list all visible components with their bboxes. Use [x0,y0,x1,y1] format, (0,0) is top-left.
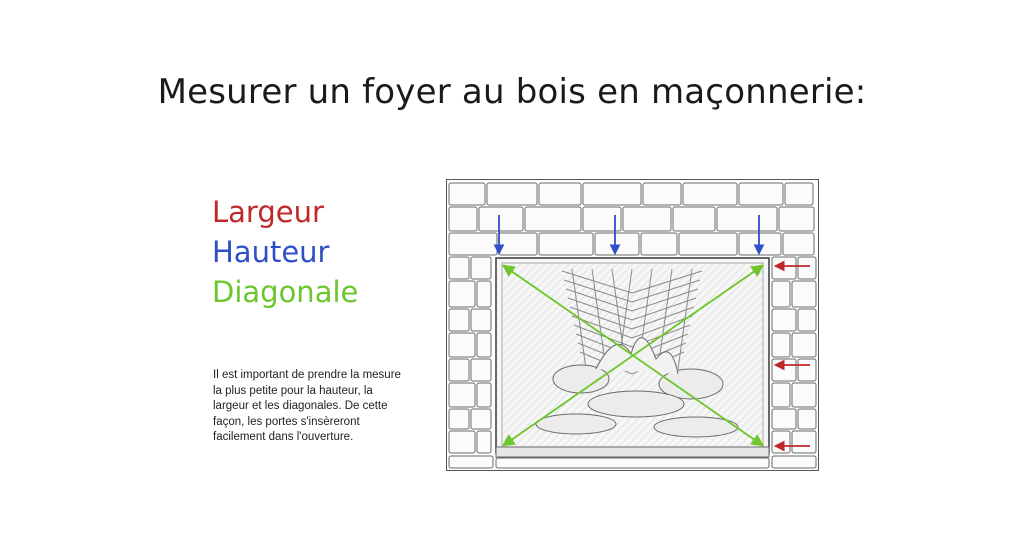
stone-block [499,233,537,255]
stone-block [792,281,816,307]
stone-block [798,257,816,279]
stone-block [449,409,469,429]
stone-block [739,183,783,205]
stone-block [471,309,491,331]
legend-diagonale: Diagonale [212,275,359,309]
stone-block [583,183,641,205]
stone-block [772,281,790,307]
stone-block [449,233,497,255]
stone-block [679,233,737,255]
stone-block [792,383,816,407]
stone-block [449,359,469,381]
stone-block [623,207,671,231]
stone-block [772,257,796,279]
measurement-note: Il est important de prendre la mesure la plus petite pour la hauteur, la largeur et les diagonales. De cette façon, les portes s'insèreront facilement dans l'ouverture. [213,369,401,443]
stone-block [785,183,813,205]
stone-block [792,431,816,453]
fireplace-sketch [446,179,819,471]
stone-block [471,359,491,381]
stone-block [449,383,475,407]
legend-hauteur: Hauteur [212,235,330,269]
stone-block [449,183,485,205]
stone-block [772,359,796,381]
legend-largeur: Largeur [212,195,324,229]
stone-block [772,383,790,407]
stone-block [717,207,777,231]
page-title: Mesurer un foyer au bois en maçonnerie: [157,72,867,112]
stone-block [683,183,737,205]
stone-block [595,233,639,255]
stone-block [779,207,814,231]
legend [212,192,358,312]
stone-block [792,333,816,357]
stone-block [487,183,537,205]
stone-block [772,333,790,357]
stone-block [496,458,769,468]
stone-block [449,207,477,231]
stone-block [477,281,491,307]
stone-block [525,207,581,231]
stone-block [739,233,781,255]
stone-block [772,456,816,468]
stone-block [539,233,593,255]
stone-block [798,359,816,381]
stone-block [772,409,796,429]
stone-block [783,233,814,255]
stone-block [449,309,469,331]
stone-block [641,233,677,255]
stone-block [449,431,475,453]
fireplace-figure [446,179,819,471]
stone-block [477,333,491,357]
stone-block [449,456,493,468]
stone-block [471,409,491,429]
stone-block [449,281,475,307]
stone-block [477,431,491,453]
stone-block [539,183,581,205]
stone-block [772,431,790,453]
stone-block [477,383,491,407]
stone-block [471,257,491,279]
hearth [496,447,769,457]
stone-block [479,207,523,231]
stone-block [798,409,816,429]
stone-block [772,309,796,331]
stone-block [798,309,816,331]
stone-block [449,333,475,357]
stone-block [643,183,681,205]
stone-block [449,257,469,279]
stone-block [673,207,715,231]
